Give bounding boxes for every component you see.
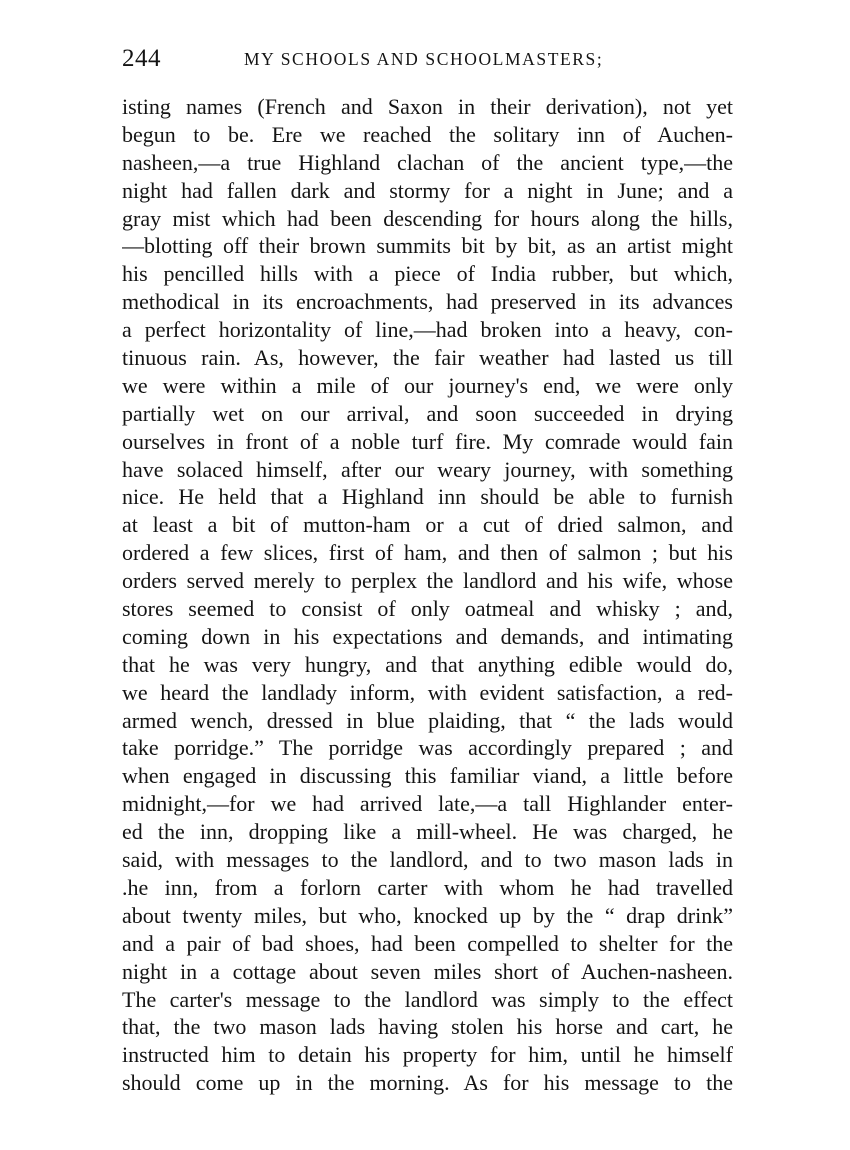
text-line: gray mist which had been descending for hours along the hills, [122,205,733,231]
text-line: instructed him to detain his property for him, until he himself [122,1042,733,1068]
text-line: said, with messages to the landlord, and to two mason lads in [122,847,733,873]
text-line: a perfect horizontality of line,—had broken into a heavy, con- [122,317,733,343]
page-header [122,42,732,76]
text-line: we were within a mile of our journey's end, we were only [122,372,733,398]
text-line: we heard the landlady inform, with evident satisfaction, a red- [122,679,733,705]
text-line: partially wet on our arrival, and soon succeeded in drying [122,400,733,426]
text-line: isting names (French and Saxon in their derivation), not yet [122,94,733,119]
text-line: tinuous rain. As, however, the fair weather had lasted us till [122,345,733,371]
text-line: that, the two mason lads having stolen his horse and cart, he [122,1014,733,1040]
text-line: and a pair of bad shoes, had been compelled to shelter for the [122,930,733,956]
text-line: night had fallen dark and stormy for a night in June; and a [122,177,733,203]
text-line: The carter's message to the landlord was simply to the effect [122,986,733,1012]
text-line: nice. He held that a Highland inn should be able to furnish [122,484,733,510]
text-line: midnight,—for we had arrived late,—a tall Highlander enter- [122,791,733,817]
text-line: should come up in the morning. As for his message to the [122,1070,733,1096]
text-line: take porridge.” The porridge was accordingly prepared ; and [122,735,733,761]
page-number: 244 [122,45,161,72]
text-line: his pencilled hills with a piece of India rubber, but which, [122,261,733,287]
text-line: have solaced himself, after our weary journey, with something [122,456,733,482]
text-line: methodical in its encroachments, had preserved in its advances [122,289,733,315]
text-line: stores seemed to consist of only oatmeal and whisky ; and, [122,596,733,622]
text-line: about twenty miles, but who, knocked up by the “ drap drink” [122,902,733,928]
text-line: when engaged in discussing this familiar viand, a little before [122,763,733,789]
text-line: that he was very hungry, and that anything edible would do, [122,651,733,677]
text-line: night in a cottage about seven miles short of Auchen-nasheen. [122,958,733,984]
text-line: .he inn, from a forlorn carter with whom he had travelled [122,874,733,900]
text-line: coming down in his expectations and demands, and intimating [122,623,733,649]
running-head: MY SCHOOLS AND SCHOOLMASTERS; [244,49,604,69]
text-line: nasheen,—a true Highland clachan of the ancient type,—the [122,149,733,175]
text-line: at least a bit of mutton-ham or a cut of dried salmon, and [122,512,733,538]
text-line: ordered a few slices, first of ham, and then of salmon ; but his [122,540,733,566]
text-line: armed wench, dressed in blue plaiding, that “ the lads would [122,707,733,733]
text-line: —blotting off their brown summits bit by bit, as an artist might [122,233,733,259]
text-line: begun to be. Ere we reached the solitary inn of Auchen- [122,121,733,147]
text-line: orders served merely to perplex the landlord and his wife, whose [122,568,733,594]
body-text [122,93,733,1097]
text-line: ed the inn, dropping like a mill-wheel. He was charged, he [122,819,733,845]
text-line: ourselves in front of a noble turf fire. My comrade would fain [122,428,733,454]
